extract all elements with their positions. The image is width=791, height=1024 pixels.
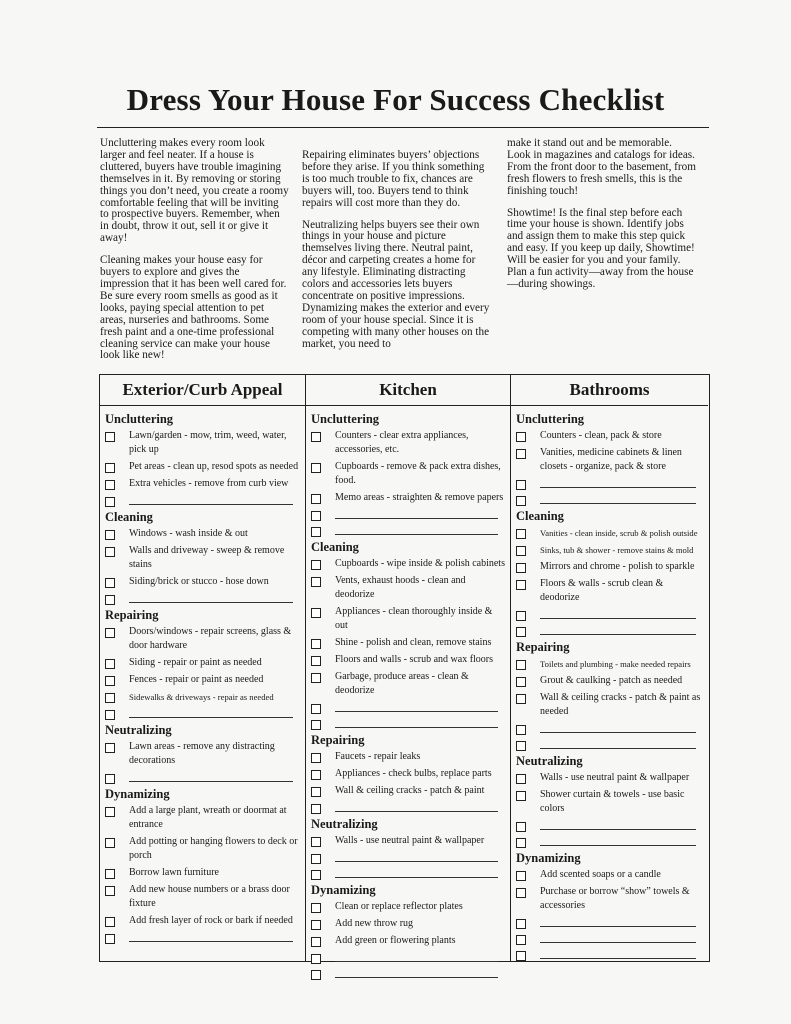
checklist-item-label: Cupboards - remove & pack extra dishes, food. <box>335 461 501 486</box>
blank-checklist-item <box>311 801 506 814</box>
blank-checklist-item <box>516 932 704 945</box>
checklist-item-label: Walls and driveway - sweep & remove stains <box>129 545 285 570</box>
section-heading: Repairing <box>311 733 365 747</box>
checkbox[interactable] <box>311 673 321 683</box>
checkbox[interactable] <box>516 871 526 881</box>
checkbox[interactable] <box>105 595 115 605</box>
blank-checklist-item <box>516 819 704 832</box>
checklist-item <box>105 575 301 589</box>
checkbox[interactable] <box>105 676 115 686</box>
write-in-line[interactable] <box>335 701 498 712</box>
checklist-item <box>105 914 301 928</box>
intro-paragraph: Cleaning makes your house easy for buyers to explore and gives the impression that it has been well cared for. Be sure every room smells as good as it looks, paying special attention to pet areas, nurseries and bathrooms. Some fresh paint and a one-time professional cleaning service can make your house look like new! <box>100 254 287 362</box>
section-heading: Dynamizing <box>311 883 376 897</box>
checklist-item <box>105 527 301 541</box>
blank-checklist-item <box>311 524 506 537</box>
checklist-item <box>311 491 506 505</box>
blank-checklist-item <box>311 508 506 521</box>
checklist-item-label: Add green or flowering plants <box>335 935 456 946</box>
section-heading: Uncluttering <box>311 412 380 426</box>
checklist-item <box>311 767 506 781</box>
checklist-item <box>105 740 301 768</box>
checklist-item-label: Floors & walls - scrub clean & deodorize <box>540 578 664 603</box>
intro-paragraph: Uncluttering makes every room look larger and feel neater. If a house is cluttered, buyers have trouble imagining themselves in it. By removing or storing things you don’t need, you create a roomy comfortable feeling that will be inviting to prospective buyers. Remember, when in doubt, throw it out, sell it or give it away! <box>100 137 289 245</box>
checkbox[interactable] <box>311 704 321 714</box>
checklist-item-label: Wall & ceiling cracks - patch & paint <box>335 785 485 796</box>
checkbox[interactable] <box>516 480 526 490</box>
checklist-item-label: Add new house numbers or a brass door fixture <box>129 884 290 909</box>
checkbox[interactable] <box>516 838 526 848</box>
checklist-item <box>516 429 704 443</box>
checkbox[interactable] <box>516 496 526 506</box>
checklist-item-label: Toilets and plumbing - make needed repairs <box>540 659 691 669</box>
section-heading: Neutralizing <box>105 723 172 737</box>
checklist-item <box>311 834 506 848</box>
intro-paragraph: Repairing eliminates buyers’ objections before they arise. If you think something is too much trouble to fix, chances are buyers will, too. Buyers tend to think repairs will cost more than they do. <box>302 149 485 209</box>
checkbox[interactable] <box>516 432 526 442</box>
checkbox[interactable] <box>311 870 321 880</box>
checkbox[interactable] <box>105 710 115 720</box>
intro-paragraph: Neutralizing helps buyers see their own things in your house and picture themselves living there. Neutral paint, décor and carpeting creates a home for any lifestyle. Eliminating distracting colors and accessories lets buyers concentrate on positive impressions. Dynamizing makes the exterior and every room of your house special. Since it is competing with many other houses on the market, you need to <box>302 218 490 350</box>
checkbox[interactable] <box>311 639 321 649</box>
checklist-item <box>311 934 506 948</box>
section-heading: Dynamizing <box>105 787 170 801</box>
checkbox[interactable] <box>105 886 115 896</box>
checklist-item <box>516 577 704 605</box>
checkbox[interactable] <box>105 743 115 753</box>
write-in-line[interactable] <box>335 867 498 878</box>
checkbox[interactable] <box>516 951 526 961</box>
blank-checklist-item <box>105 494 301 507</box>
checkbox[interactable] <box>105 432 115 442</box>
write-in-line[interactable] <box>335 508 498 519</box>
checklist-item <box>105 656 301 670</box>
checklist-item-label: Appliances - check bulbs, replace parts <box>335 768 492 779</box>
checkbox[interactable] <box>311 527 321 537</box>
checkbox[interactable] <box>311 920 321 930</box>
checklist-item <box>105 429 301 457</box>
write-in-line[interactable] <box>335 801 498 812</box>
checklist-item <box>516 543 704 557</box>
blank-checklist-item <box>105 592 301 605</box>
checklist-item-label: Doors/windows - repair screens, glass & door hardware <box>129 626 292 651</box>
checklist-item <box>311 636 506 650</box>
checklist-item-label: Floors and walls - scrub and wax floors <box>335 654 494 665</box>
column-exterior <box>100 375 306 961</box>
checklist-item-label: Siding - repair or paint as needed <box>129 657 262 668</box>
write-in-line[interactable] <box>540 835 696 846</box>
section-heading: Neutralizing <box>516 754 583 768</box>
checklist-item-label: Lawn areas - remove any distracting decorations <box>129 741 275 766</box>
checklist-item <box>516 788 704 816</box>
checkbox[interactable] <box>311 577 321 587</box>
write-in-line[interactable] <box>540 819 696 830</box>
write-in-line[interactable] <box>540 916 696 927</box>
section-heading: Uncluttering <box>516 412 585 426</box>
checklist-item-label: Vanities, medicine cabinets & linen closets - organize, pack & store <box>540 447 682 472</box>
checklist-item-label: Counters - clean, pack & store <box>540 430 662 441</box>
write-in-line[interactable] <box>335 951 498 962</box>
checklist-item <box>516 868 704 882</box>
checkbox[interactable] <box>516 725 526 735</box>
checkbox[interactable] <box>105 934 115 944</box>
checklist-item <box>311 900 506 914</box>
checkbox[interactable] <box>105 497 115 507</box>
checklist-item-label: Lawn/garden - mow, trim, weed, water, pick up <box>129 430 287 455</box>
checkbox[interactable] <box>311 787 321 797</box>
checkbox[interactable] <box>516 611 526 621</box>
checkbox[interactable] <box>105 463 115 473</box>
checklist-item <box>311 917 506 931</box>
blank-checklist-item <box>311 967 506 980</box>
checklist-item <box>516 674 704 688</box>
blank-checklist-item <box>105 771 301 784</box>
checklist-item <box>311 750 506 764</box>
section-heading: Repairing <box>105 608 159 622</box>
write-in-line[interactable] <box>540 722 696 733</box>
write-in-line[interactable] <box>129 592 293 603</box>
checkbox[interactable] <box>516 791 526 801</box>
blank-checklist-item <box>516 477 704 490</box>
checklist-item <box>311 557 506 571</box>
checkbox[interactable] <box>311 608 321 618</box>
checklist-item-label: Windows - wash inside & out <box>129 528 248 539</box>
checklist-item-label: Vanities - clean inside, scrub & polish outside <box>540 528 698 538</box>
checkbox[interactable] <box>311 854 321 864</box>
blank-checklist-item <box>311 701 506 714</box>
checkbox[interactable] <box>516 888 526 898</box>
blank-checklist-item <box>516 738 704 751</box>
intro-column-3 <box>507 138 697 301</box>
checklist-item-label: Counters - clear extra appliances, accessories, etc. <box>335 430 469 455</box>
checklist-item-label: Walls - use neutral paint & wallpaper <box>335 835 485 846</box>
section-heading: Cleaning <box>516 509 564 523</box>
checkbox[interactable] <box>105 917 115 927</box>
checklist-item-label: Appliances - clean thoroughly inside & out <box>335 606 493 631</box>
checkbox[interactable] <box>516 822 526 832</box>
write-in-line[interactable] <box>540 624 696 635</box>
checklist-item-label: Purchase or borrow “show” towels & accessories <box>540 886 690 911</box>
checkbox[interactable] <box>516 774 526 784</box>
column-header: Kitchen <box>306 375 510 406</box>
blank-checklist-item <box>516 835 704 848</box>
checkbox[interactable] <box>516 580 526 590</box>
checklist-item <box>311 653 506 667</box>
checklist-item <box>516 691 704 719</box>
blank-checklist-item <box>105 707 301 720</box>
blank-checklist-item <box>311 851 506 864</box>
blank-checklist-item <box>516 608 704 621</box>
checklist-item-label: Grout & caulking - patch as needed <box>540 675 683 686</box>
checkbox[interactable] <box>311 837 321 847</box>
checkbox[interactable] <box>516 627 526 637</box>
intro-paragraph: make it stand out and be memorable. Look in magazines and catalogs for ideas. From the front door to the basement, from fresh flowers to fresh smells, this is the finishing touch! <box>507 137 696 197</box>
checkbox[interactable] <box>105 530 115 540</box>
write-in-line[interactable] <box>540 738 696 749</box>
checklist-item-label: Fences - repair or paint as needed <box>129 674 264 685</box>
checkbox[interactable] <box>105 480 115 490</box>
checklist-item-label: Add new throw rug <box>335 918 414 929</box>
blank-checklist-item <box>516 948 704 961</box>
checkbox[interactable] <box>311 432 321 442</box>
intro-column-2 <box>302 150 494 361</box>
blank-checklist-item <box>516 624 704 637</box>
checkbox[interactable] <box>516 546 526 556</box>
column-body <box>306 406 510 980</box>
checkbox[interactable] <box>105 869 115 879</box>
blank-checklist-item <box>311 717 506 730</box>
checklist-item-label: Borrow lawn furniture <box>129 867 219 878</box>
column-header: Bathrooms <box>511 375 708 406</box>
write-in-line[interactable] <box>335 967 498 978</box>
checklist-item <box>311 670 506 698</box>
checklist-table <box>99 374 710 962</box>
checklist-item <box>105 673 301 687</box>
column-kitchen <box>306 375 511 961</box>
checklist-item-label: Add fresh layer of rock or bark if needed <box>129 915 293 926</box>
write-in-line[interactable] <box>540 477 696 488</box>
checkbox[interactable] <box>105 838 115 848</box>
checklist-item-label: Extra vehicles - remove from curb view <box>129 478 289 489</box>
checkbox[interactable] <box>311 970 321 980</box>
checklist-item-label: Siding/brick or stucco - hose down <box>129 576 269 587</box>
checklist-item <box>516 526 704 540</box>
blank-checklist-item <box>516 722 704 735</box>
checklist-item-label: Wall & ceiling cracks - patch & paint as needed <box>540 692 701 717</box>
checklist-item <box>105 625 301 653</box>
checkbox[interactable] <box>311 720 321 730</box>
checkbox[interactable] <box>311 656 321 666</box>
checklist-item <box>516 771 704 785</box>
write-in-line[interactable] <box>540 948 696 959</box>
write-in-line[interactable] <box>335 851 498 862</box>
checklist-item-label: Clean or replace reflector plates <box>335 901 463 912</box>
blank-checklist-item <box>311 867 506 880</box>
checkbox[interactable] <box>311 903 321 913</box>
section-heading: Neutralizing <box>311 817 378 831</box>
column-body <box>100 406 305 944</box>
checklist-item-label: Add scented soaps or a candle <box>540 869 661 880</box>
checkbox[interactable] <box>311 954 321 964</box>
checkbox[interactable] <box>516 449 526 459</box>
blank-checklist-item <box>516 493 704 506</box>
checkbox[interactable] <box>311 494 321 504</box>
checkbox[interactable] <box>105 628 115 638</box>
blank-checklist-item <box>311 951 506 964</box>
checklist-item-label: Sinks, tub & shower - remove stains & mold <box>540 545 694 555</box>
write-in-line[interactable] <box>335 524 498 535</box>
checklist-item-label: Shower curtain & towels - use basic colors <box>540 789 685 814</box>
checkbox[interactable] <box>105 774 115 784</box>
checklist-item-label: Sidewalks & driveways - repair as needed <box>129 692 274 702</box>
checkbox[interactable] <box>516 935 526 945</box>
checkbox[interactable] <box>311 804 321 814</box>
write-in-line[interactable] <box>540 608 696 619</box>
write-in-line[interactable] <box>540 932 696 943</box>
checkbox[interactable] <box>516 694 526 704</box>
checklist-item-label: Mirrors and chrome - polish to sparkle <box>540 561 695 572</box>
column-header: Exterior/Curb Appeal <box>100 375 305 406</box>
checkbox[interactable] <box>311 770 321 780</box>
checklist-item <box>105 835 301 863</box>
checkbox[interactable] <box>516 660 526 670</box>
checklist-item <box>105 544 301 572</box>
write-in-line[interactable] <box>129 771 293 782</box>
checklist-item <box>311 429 506 457</box>
checkbox[interactable] <box>311 560 321 570</box>
checkbox[interactable] <box>105 807 115 817</box>
write-in-line[interactable] <box>335 717 498 728</box>
checklist-item-label: Add a large plant, wreath or doormat at entrance <box>129 805 287 830</box>
section-heading: Dynamizing <box>516 851 581 865</box>
checkbox[interactable] <box>105 547 115 557</box>
page-title: Dress Your House For Success Checklist <box>126 82 665 117</box>
write-in-line[interactable] <box>129 707 293 718</box>
checklist-item <box>105 477 301 491</box>
checklist-item <box>516 446 704 474</box>
checklist-item-label: Shine - polish and clean, remove stains <box>335 637 492 648</box>
write-in-line[interactable] <box>540 493 696 504</box>
checklist-item <box>105 866 301 880</box>
section-heading: Cleaning <box>311 540 359 554</box>
checklist-item-label: Walls - use neutral paint & wallpaper <box>540 772 690 783</box>
checklist-item <box>105 883 301 911</box>
section-heading: Uncluttering <box>105 412 174 426</box>
checkbox[interactable] <box>311 463 321 473</box>
blank-checklist-item <box>516 916 704 929</box>
checkbox[interactable] <box>516 563 526 573</box>
write-in-line[interactable] <box>129 494 293 505</box>
checklist-item <box>105 460 301 474</box>
checklist-item-label: Pet areas - clean up, resod spots as needed <box>129 461 299 472</box>
checkbox[interactable] <box>311 753 321 763</box>
checkbox[interactable] <box>105 578 115 588</box>
checklist-item <box>516 657 704 671</box>
checklist-item-label: Cupboards - wipe inside & polish cabinets <box>335 558 505 569</box>
checkbox[interactable] <box>311 511 321 521</box>
intro-column-1 <box>100 138 290 372</box>
intro-paragraph: Showtime! Is the final step before each time your house is shown. Identify jobs and assign them to make this step quick and easy. If you keep up daily, Showtime! Will be easier for you and your family. Plan a fun activity—away from the house—during showings. <box>507 206 695 290</box>
checkbox[interactable] <box>105 693 115 703</box>
checklist-item <box>311 574 506 602</box>
checkbox[interactable] <box>516 919 526 929</box>
checklist-item <box>311 605 506 633</box>
write-in-line[interactable] <box>129 931 293 942</box>
checklist-item-label: Garbage, produce areas - clean & deodorize <box>335 671 469 696</box>
section-heading: Repairing <box>516 640 570 654</box>
column-body <box>511 406 708 961</box>
checklist-item <box>105 690 301 704</box>
checkbox[interactable] <box>516 677 526 687</box>
checklist-item <box>105 804 301 832</box>
checkbox[interactable] <box>516 741 526 751</box>
checklist-item-label: Add potting or hanging flowers to deck or porch <box>129 836 298 861</box>
checkbox[interactable] <box>516 529 526 539</box>
checklist-item <box>516 885 704 913</box>
title-divider <box>97 127 709 128</box>
checklist-item-label: Vents, exhaust hoods - clean and deodorize <box>335 575 466 600</box>
checkbox[interactable] <box>105 659 115 669</box>
column-bathrooms <box>511 375 708 961</box>
checklist-item-label: Faucets - repair leaks <box>335 751 421 762</box>
section-heading: Cleaning <box>105 510 153 524</box>
checklist-item <box>311 460 506 488</box>
checkbox[interactable] <box>311 937 321 947</box>
checklist-item-label: Memo areas - straighten & remove papers <box>335 492 504 503</box>
blank-checklist-item <box>105 931 301 944</box>
checklist-item <box>311 784 506 798</box>
checklist-item <box>516 560 704 574</box>
